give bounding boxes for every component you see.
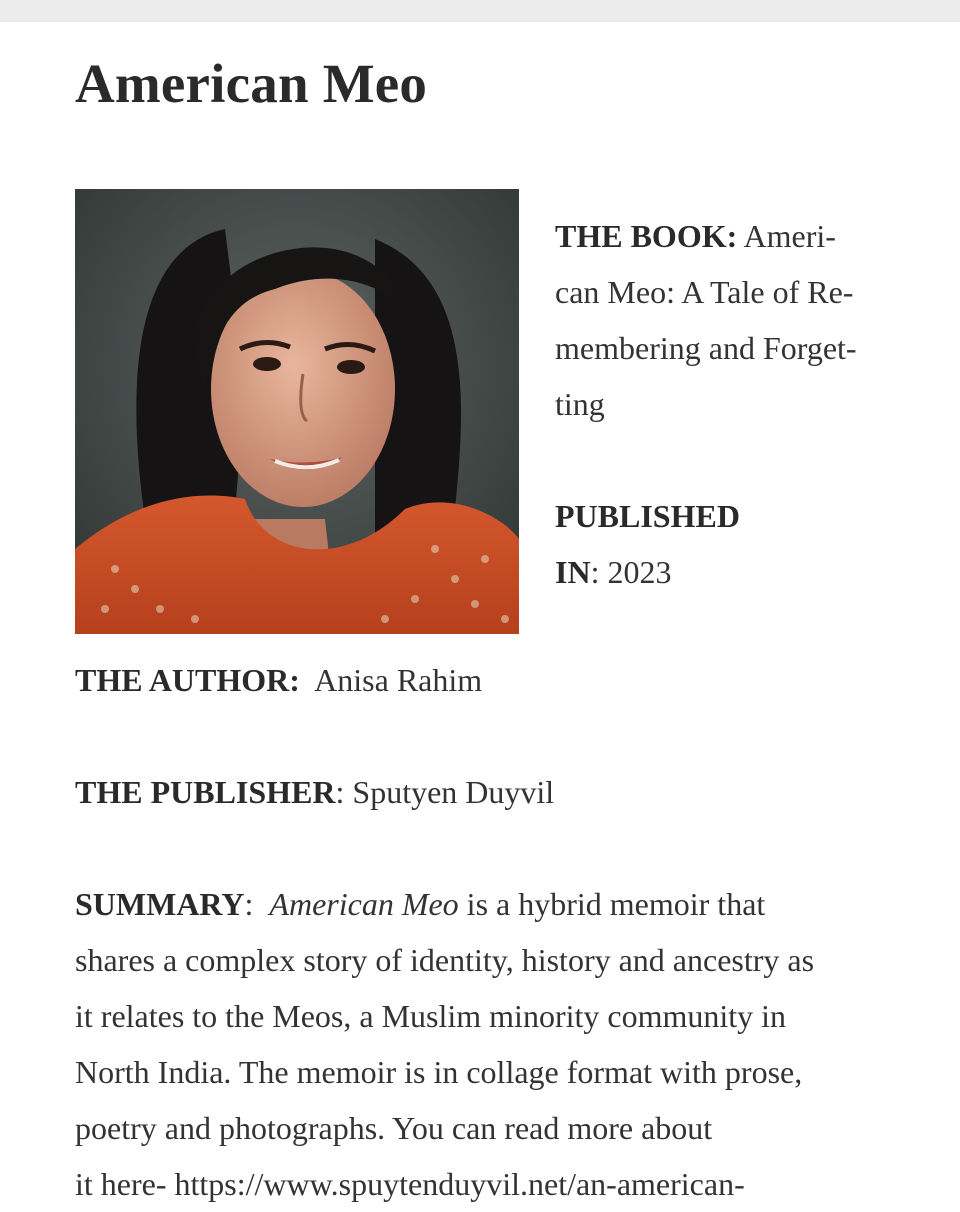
author-info bbox=[75, 652, 482, 708]
page-title: American Meo bbox=[75, 53, 428, 114]
summary-line-4: North India. The memoir is in collage format with prose, bbox=[75, 1054, 803, 1090]
summary-line-6 bbox=[75, 1156, 895, 1212]
summary-line-1 bbox=[75, 876, 895, 932]
summary-line-1-rest: is a hybrid memoir that bbox=[458, 886, 766, 922]
summary-section bbox=[75, 876, 895, 1212]
publisher-link[interactable]: https://www.spuytenduyvil.net/an-american- bbox=[174, 1166, 745, 1202]
summary-link-prefix: it here- bbox=[75, 1166, 175, 1202]
publisher-name: : Sputyen Duyvil bbox=[335, 774, 555, 810]
author-name: Anisa Rahim bbox=[314, 662, 483, 698]
published-label-line-2: IN bbox=[555, 554, 591, 590]
book-label: THE BOOK: bbox=[555, 218, 738, 254]
publisher-label: THE PUBLISHER bbox=[75, 774, 336, 810]
top-strip bbox=[0, 0, 960, 22]
summary-line-2: shares a complex story of identity, history and ancestry as bbox=[75, 942, 815, 978]
published-info bbox=[555, 488, 775, 600]
author-photo bbox=[75, 189, 519, 634]
published-label-line-1: PUBLISHED bbox=[555, 498, 740, 534]
summary-line-3: it relates to the Meos, a Muslim minority community in bbox=[75, 998, 787, 1034]
summary-separator: : bbox=[244, 886, 254, 922]
book-title-line-2: can Meo: A Tale of Re- bbox=[555, 274, 854, 310]
book-title-line-1: Ameri- bbox=[743, 218, 836, 254]
book-info-panel bbox=[555, 208, 895, 600]
publisher-info bbox=[75, 764, 554, 820]
summary-label: SUMMARY bbox=[75, 886, 245, 922]
summary-book-title: American Meo bbox=[269, 886, 459, 922]
book-info bbox=[555, 208, 890, 432]
book-title-line-3: membering and Forget- bbox=[555, 330, 857, 366]
published-year: : 2023 bbox=[590, 554, 672, 590]
book-title-line-4: ting bbox=[555, 386, 605, 422]
summary-line-5: poetry and photographs. You can read more about bbox=[75, 1110, 713, 1146]
author-portrait-image bbox=[75, 189, 519, 634]
author-label: THE AUTHOR: bbox=[75, 662, 300, 698]
